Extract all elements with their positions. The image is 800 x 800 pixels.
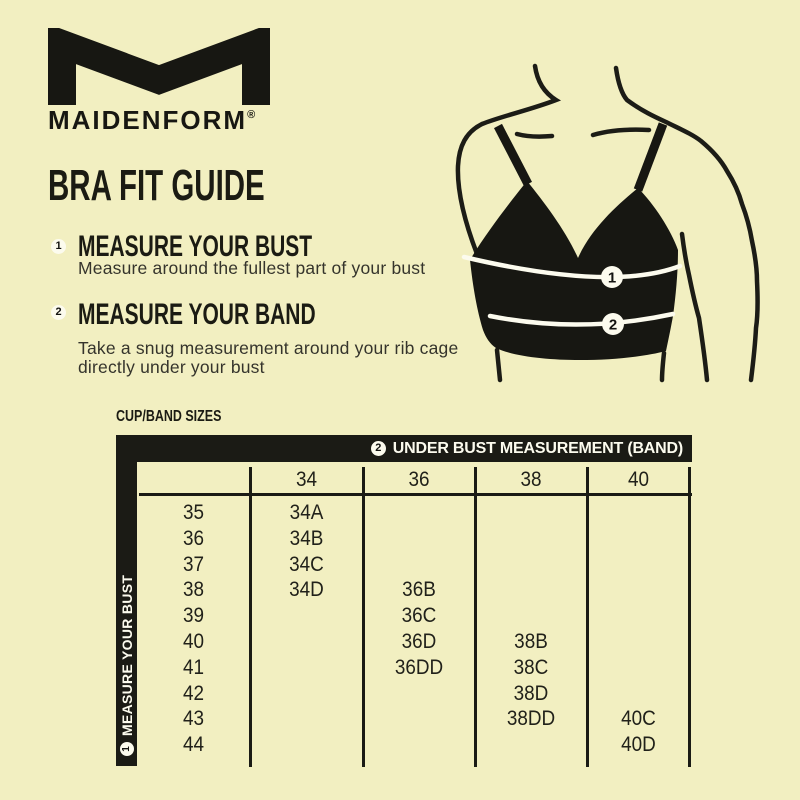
right-inner-arm-line bbox=[682, 234, 707, 380]
step-1-number-badge: 1 bbox=[51, 239, 66, 254]
cup-size-cell bbox=[592, 603, 685, 629]
cup-size-cell bbox=[256, 732, 358, 758]
bust-axis-side-bar bbox=[116, 435, 137, 766]
bra-measurement-illustration bbox=[430, 40, 790, 390]
cup-size-cell bbox=[369, 500, 470, 526]
cup-size-cell bbox=[369, 681, 470, 707]
cup-size-cell bbox=[481, 732, 582, 758]
bust-value: 42 bbox=[182, 681, 205, 705]
bust-value: 44 bbox=[182, 733, 205, 757]
cup-size-cell bbox=[592, 577, 685, 603]
column-header-40: 40 bbox=[627, 468, 650, 491]
brand-wordmark bbox=[48, 105, 255, 136]
bust-axis-number-badge: 1 bbox=[120, 742, 134, 756]
cup-size-cell bbox=[592, 655, 685, 681]
cup-size-cell bbox=[369, 526, 470, 552]
cup-size-cell: 40C bbox=[621, 707, 656, 731]
cup-size-cell bbox=[369, 732, 470, 758]
cup-size-cell bbox=[256, 655, 358, 681]
cup-size-cell bbox=[369, 552, 470, 578]
cup-size-cell bbox=[481, 526, 582, 552]
right-waist-line bbox=[662, 353, 664, 380]
header-divider-line bbox=[139, 493, 692, 496]
page-title: BRA FIT GUIDE bbox=[48, 161, 265, 210]
cup-size-cell: 38B bbox=[514, 629, 548, 653]
cup-size-cell bbox=[256, 681, 358, 707]
cup-size-cell bbox=[256, 706, 358, 732]
cup-size-cell: 34C bbox=[289, 552, 324, 576]
cup-size-cell bbox=[481, 552, 582, 578]
registered-mark: ® bbox=[247, 109, 256, 122]
cup-size-cell bbox=[592, 552, 685, 578]
cup-size-cell bbox=[481, 577, 582, 603]
bust-marker-number: 1 bbox=[607, 269, 617, 287]
band-axis-number-badge: 2 bbox=[371, 441, 386, 456]
cup-size-cell: 38C bbox=[513, 655, 549, 679]
size-chart-caption: CUP/BAND SIZES bbox=[116, 408, 222, 425]
bust-value: 37 bbox=[182, 552, 205, 576]
bust-value: 36 bbox=[182, 526, 205, 550]
cup-size-cell bbox=[481, 603, 582, 629]
cup-size-cell bbox=[369, 706, 470, 732]
step-1-title: MEASURE YOUR BUST bbox=[78, 230, 313, 263]
cup-size-cell bbox=[592, 681, 685, 707]
cup-size-cell: 38DD bbox=[506, 707, 556, 731]
cup-size-cell: 34B bbox=[289, 526, 324, 550]
band-marker-number: 2 bbox=[608, 316, 618, 334]
step-2-description: Take a snug measurement around your rib cage directly under your bust bbox=[78, 338, 459, 377]
column-header-38: 38 bbox=[520, 468, 542, 491]
step-1-description: Measure around the fullest part of your bust bbox=[78, 258, 426, 278]
cup-size-cell bbox=[256, 629, 358, 655]
bust-value: 39 bbox=[182, 604, 205, 628]
size-chart-body bbox=[137, 500, 690, 758]
band-axis-header-bar bbox=[116, 435, 692, 462]
cup-size-cell bbox=[256, 603, 358, 629]
cup-size-cell bbox=[592, 526, 685, 552]
bust-value: 35 bbox=[182, 501, 205, 524]
bust-axis-label: MEASURE YOUR BUST bbox=[118, 574, 135, 736]
cup-size-cell: 34D bbox=[289, 578, 324, 602]
band-axis-label: UNDER BUST MEASUREMENT (BAND) bbox=[392, 439, 683, 457]
cup-size-cell bbox=[481, 500, 582, 526]
cup-size-cell: 36DD bbox=[394, 655, 444, 679]
left-waist-line bbox=[497, 350, 500, 380]
cup-size-cell bbox=[592, 500, 685, 526]
bust-value: 43 bbox=[182, 707, 205, 731]
cup-size-cell bbox=[592, 629, 685, 655]
bust-value: 38 bbox=[182, 578, 205, 602]
right-collarbone-line bbox=[593, 130, 649, 135]
right-bra-strap bbox=[638, 124, 663, 190]
cup-size-cell: 36D bbox=[401, 629, 437, 653]
bust-value: 41 bbox=[182, 655, 205, 679]
left-collarbone-line bbox=[517, 134, 552, 137]
cup-size-cell: 36B bbox=[402, 578, 436, 602]
cup-size-cell: 36C bbox=[401, 604, 437, 628]
cup-size-cell: 34A bbox=[289, 501, 324, 524]
bust-value: 40 bbox=[182, 629, 205, 653]
step-2-title: MEASURE YOUR BAND bbox=[78, 298, 316, 331]
brand-name: MAIDENFORM bbox=[48, 105, 248, 135]
column-header-34: 34 bbox=[295, 468, 318, 491]
step-2-number-badge: 2 bbox=[51, 305, 66, 320]
bralette-shape bbox=[470, 181, 678, 360]
column-header-36: 36 bbox=[408, 468, 430, 491]
maidenform-m-logo-icon bbox=[48, 28, 270, 106]
cup-size-cell: 40D bbox=[621, 733, 656, 757]
cup-size-cell: 38D bbox=[513, 681, 549, 705]
